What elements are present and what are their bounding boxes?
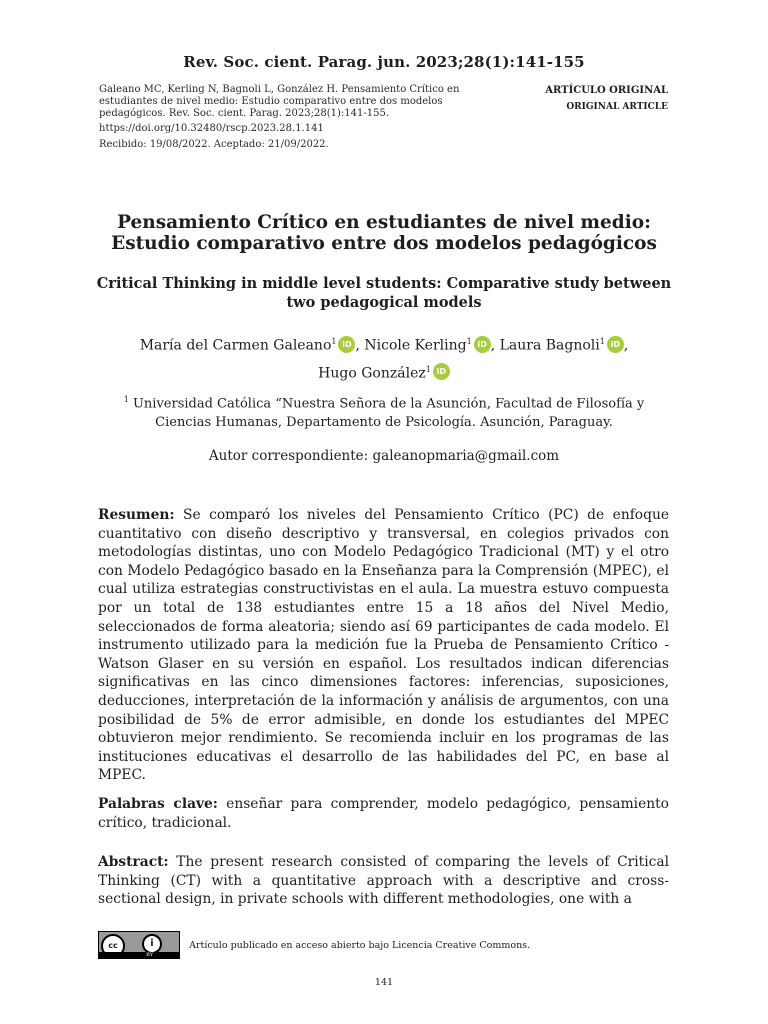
title-english: Critical Thinking in middle level students: Comparative study between two pedagogical models (96, 275, 672, 311)
affiliation-sup: 1 (123, 395, 129, 404)
title-spanish: Pensamiento Crítico en estudiantes de nivel medio: Estudio comparativo entre dos modelos pedagógicos (111, 212, 657, 254)
received-dates: Recibido: 19/08/2022. Aceptado: 21/09/2022. (99, 139, 329, 150)
orcid-icon[interactable]: iD (474, 336, 491, 353)
author-name: Nicole Kerling (364, 337, 467, 354)
author-name: Hugo González (318, 365, 426, 382)
author-name: María del Carmen Galeano (139, 337, 332, 354)
resumen-label: Resumen: (98, 507, 175, 523)
article-type (545, 85, 668, 112)
author-affil-sup: 1 (599, 337, 605, 346)
article-type-es: ARTÍCULO ORIGINAL (545, 85, 668, 96)
orcid-icon[interactable]: iD (607, 336, 624, 353)
author-name: Laura Bagnoli (499, 337, 600, 354)
license-text: Artículo publicado en acceso abierto bajo Licencia Creative Commons. (189, 939, 531, 951)
author-list (100, 330, 668, 385)
attribution-icon: i (142, 934, 162, 954)
by-label: BY (99, 952, 179, 958)
affiliation (100, 390, 668, 432)
resumen-text: Se comparó los niveles del Pensamiento Crítico (PC) de enfoque cuantitativo con diseño descriptivo y transversal, en colegios privados con metodologías distintas, uno con Modelo Pedagógico Tradicional (MT) y el otro con Modelo Pedagógico basado en la Enseñanza para la Comprensión (MPEC), el cual utiliza estrategias constructivistas en el aula. La muestra estuvo compuesta por un total de 138 estudiantes entre 15 a 18 años del Nivel Medio, seleccionados de forma aleatoria; siendo así 69 participantes de cada modelo. El instrumento utilizado para la medición fue la Prueba de Pensamiento Crítico - Watson Glaser en su versión en español. Los resultados indican diferencias significativas en las cinco dimensiones factores: inferencias, suposiciones, deducciones, interpretación de la información y análisis de argumentos, con una posibilidad de 5% de error admisible, en donde los estudiantes del MPEC obtuvieron mejor rendimiento. Se recomienda incluir en los programas de las instituciones educativas el desarrollo de las habilidades del PC, en base al MPEC. (98, 507, 669, 784)
cc-icon: cc (101, 934, 125, 958)
orcid-icon[interactable]: iD (433, 363, 450, 380)
affiliation-text: Universidad Católica “Nuestra Señora de la Asunción, Facultad de Filosofía y Ciencias Humanas, Departamento de Psicología. Asunción, Paraguay. (132, 396, 645, 431)
doi-link[interactable]: https://doi.org/10.32480/rscp.2023.28.1.141 (99, 123, 324, 134)
author-separator: , (623, 337, 629, 354)
keywords-text: enseñar para comprender, modelo pedagógico, pensamiento crítico, tradicional. (98, 796, 669, 831)
author-affil-sup: 1 (425, 364, 431, 374)
abstract-text: The present research consisted of comparing the levels of Critical Thinking (CT) with a quantitative approach with a descriptive and cross-sectional design, in private schools with different methodologies, one with a (98, 854, 669, 908)
orcid-icon[interactable]: iD (338, 336, 355, 353)
keywords-section (98, 795, 669, 832)
abstract-label: Abstract: (98, 854, 169, 870)
journal-header: Rev. Soc. cient. Parag. jun. 2023;28(1):141-155 (183, 53, 585, 71)
author-affil-sup: 1 (331, 337, 337, 346)
keywords-label: Palabras clave: (98, 796, 218, 812)
citation: Galeano MC, Kerling N, Bagnoli L, González H. Pensamiento Crítico en estudiantes de nivel medio: Estudio comparativo entre dos modelos pedagógicos. Rev. Soc. cient. Parag. 2023;28(1):141-155. (99, 84, 460, 119)
corresponding-author: Autor correspondiente: galeanopmaria@gmail.com (208, 448, 560, 464)
author-separator: , (355, 337, 365, 354)
author-separator: , (490, 337, 500, 354)
cc-by-badge-icon[interactable] (98, 931, 180, 959)
license-block (98, 931, 530, 959)
abstract-section (98, 853, 669, 910)
article-type-en: ORIGINAL ARTICLE (566, 102, 668, 112)
page-number: 141 (374, 977, 394, 988)
author-affil-sup: 1 (466, 337, 472, 346)
resumen-section (98, 506, 669, 785)
